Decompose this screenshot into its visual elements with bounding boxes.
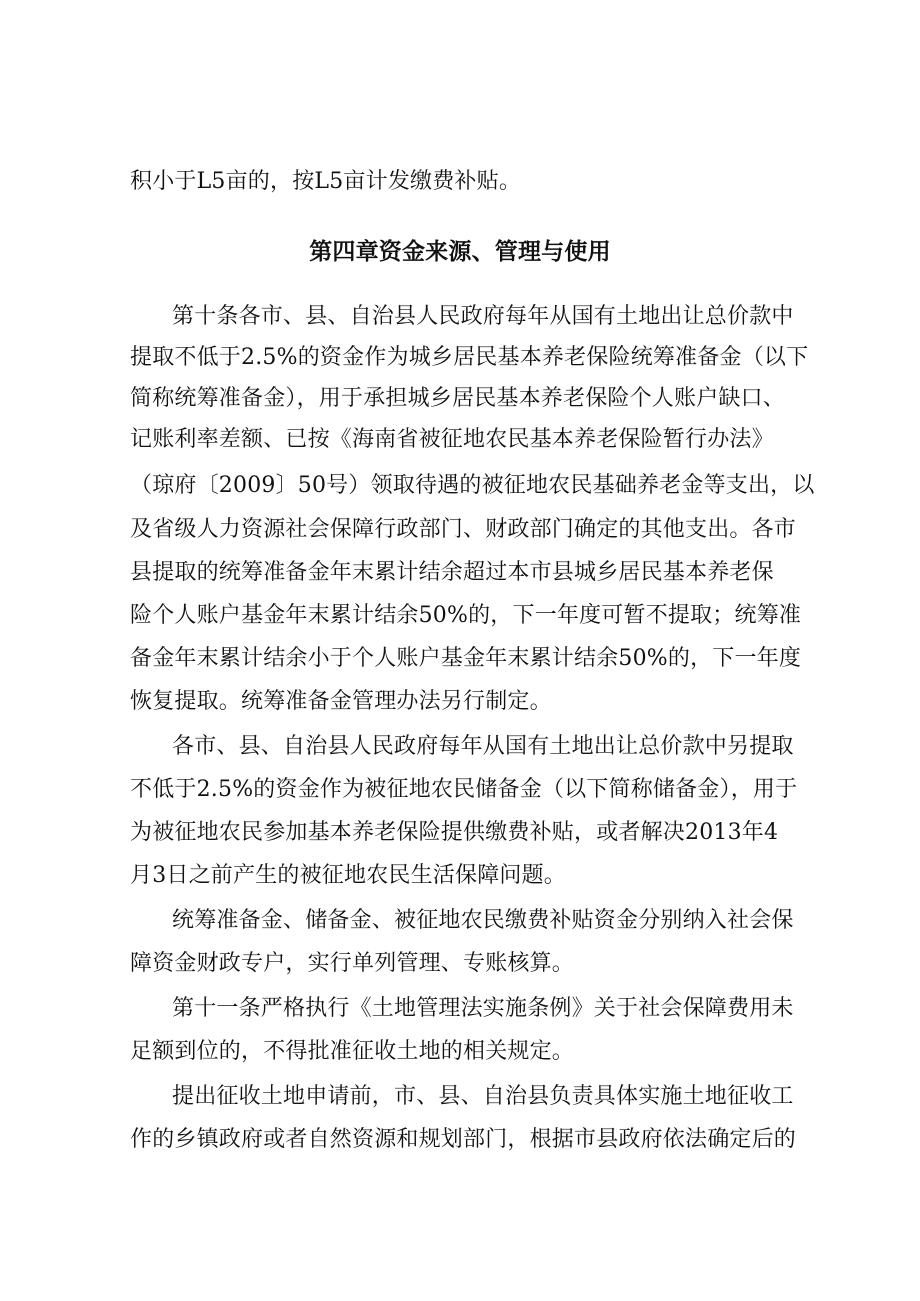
text-line: （琼府〔2009〕50号）领取待遇的被征地农民基础养老金等支出，以 xyxy=(130,473,815,498)
text-line: 县提取的统筹准备金年末累计结余超过本市县城乡居民基本养老保 xyxy=(130,560,774,585)
text-line: 月3日之前产生的被征地农民生活保障问题。 xyxy=(130,863,566,888)
text-line: 为被征地农民参加基本养老保险提供缴费补贴，或者解决2013年4 xyxy=(130,820,779,845)
chapter-heading: 第四章资金来源、管理与使用 xyxy=(309,239,611,265)
text-line: 备金年末累计结余小于个人账户基金年末累计结余50%的，下一年度 xyxy=(130,646,802,671)
text-line: 恢复提取。统筹准备金管理办法另行制定。 xyxy=(130,689,552,714)
text-line: 各市、县、自治县人民政府每年从国有土地出让总价款中另提取 xyxy=(172,734,794,759)
text-line: 简称统筹准备金），用于承担城乡居民基本养老保险个人账户缺口、 xyxy=(130,386,786,411)
text-line: 提出征收土地申请前，市、县、自治县负责具体实施土地征收工 xyxy=(172,1084,794,1109)
text-line: 积小于L5亩的，按L5亩计发缴费补贴。 xyxy=(130,169,522,194)
text-line: 第十条各市、县、自治县人民政府每年从国有土地出让总价款中 xyxy=(172,304,794,329)
text-line: 统筹准备金、储备金、被征地农民缴费补贴资金分别纳入社会保 xyxy=(172,908,794,933)
text-line: 第十一条严格执行《土地管理法实施条例》关于社会保障费用未 xyxy=(172,996,794,1021)
text-line: 足额到位的，不得批准征收土地的相关规定。 xyxy=(130,1039,575,1064)
text-line: 记账利率差额、已按《海南省被征地农民基本养老保险暂行办法》 xyxy=(130,427,774,452)
text-line: 作的乡镇政府或者自然资源和规划部门，根据市县政府依法确定后的 xyxy=(130,1127,797,1152)
text-line: 及省级人力资源社会保障行政部门、财政部门确定的其他支出。各市 xyxy=(130,517,797,542)
text-line: 障资金财政专户，实行单列管理、专账核算。 xyxy=(130,951,575,976)
text-line: 提取不低于2.5%的资金作为城乡居民基本养老保险统筹准备金（以下 xyxy=(130,345,809,370)
text-line: 险个人账户基金年末累计结余50%的，下一年度可暂不提取；统筹准 xyxy=(130,603,802,628)
text-line: 不低于2.5%的资金作为被征地农民储备金（以下简称储备金），用于 xyxy=(130,777,798,802)
